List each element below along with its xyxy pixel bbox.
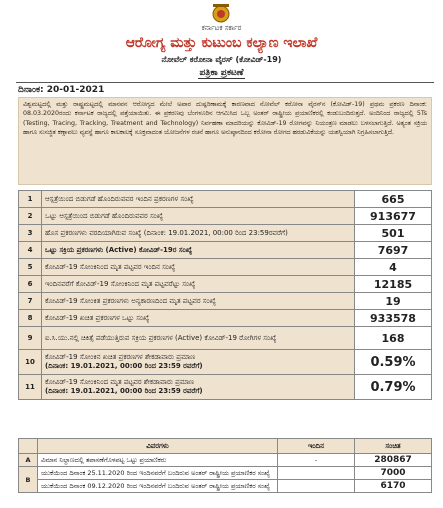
table-row: 10 ಕೋವಿಡ್-19 ಸೋಂಕಿನ ಖಚಿತ ಪ್ರಕರಣಗಳ ಶೇಕಡಾವಾರು ಪ್ರಮಾಣ (ದಿನಾಂಕ: 19.01.2021, 00:00 ರಿಂದ 23:59 ರವರೆಗೆ) 0.59% bbox=[19, 350, 432, 375]
table-row: B ಯುಕೆಯಿಂದ ದಿನಾಂಕ 25.11.2020 ರಿಂದ ಇಂದಿನವರೆಗೆ ಬಂದಿರುವ ಅಂತರ್ ರಾಷ್ಟ್ರೀಯ ಪ್ರಯಾಣಿಕರ ಸಂಖ್ಯೆ 7000 bbox=[19, 467, 432, 480]
table-row: 6 ಇಂದಿನವರೆಗೆ ಕೋವಿಡ್-19 ಸೋಂಕಿನಿಂದ ಮೃತ ಪಟ್ಟವರೆಟ್ಟು ಸಂಖ್ಯೆ 12185 bbox=[19, 276, 432, 293]
department-title: ಆರೋಗ್ಯ ಮತ್ತು ಕುಟುಂಬ ಕಲ್ಯಾಣ ಇಲಾಖೆ bbox=[125, 35, 318, 51]
stats-table bbox=[18, 190, 432, 400]
table-row: 8 ಕೋವಿಡ್-19 ಖಚಿತ ಪ್ರಕರಣಗಳ ಒಟ್ಟು ಸಂಖ್ಯೆ 933578 bbox=[19, 310, 432, 327]
table-row: 9 ಐ.ಸಿ.ಯು.ನಲ್ಲಿ ಚಿಕಿತ್ಸೆ ಪಡೆಯುತ್ತಿರುವ ಸಕ್ರಿಯ ಪ್ರಕರಣಗಳ (Active) ಕೋವಿಡ್-19 ರೋಗಿಗಳ ಸಂಖ್ಯೆ 168 bbox=[19, 327, 432, 350]
intro-paragraph: ವಿಶ್ವಮಟ್ಟದಲ್ಲಿ ಮತ್ತು ರಾಷ್ಟ್ರಮಟ್ಟದಲ್ಲಿ ಮಾನವನ ಆರೋಗ್ಯದ ಮೇಲೆ ಅಪಾರ ದುಷ್ಪರಿಣಾಮಕ್ಕೆ ಕಾರಣವಾದ ನೋವೆಲ್ ಕರೋನಾ ವೈರಸ್‌ನ (ಕೋವಿಡ್-19) ಪ್ರಥಮ ಪ್ರಕರಣ ದಿನಾಂಕ: 08.03.2020ರಂದು ಕರ್ನಾಟಕ ರಾಜ್ಯದಲ್ಲಿ ಪತ್ತೆಯಾಯಿತು. ಈ ಪ್ರಕರಣವು ಬೆಂಗಳೂರಿನ ಆಗಮಿಸಿದ ಒಬ್ಬ ಅಂತರ್ ರಾಷ್ಟ್ರೀಯ ಪ್ರಯಾಣಿಕರಲ್ಲಿ ಕಂಡುಬಂದಿರುತ್ತದೆ. ಅಂದಿನಿಂದ ರಾಜ್ಯದಲ್ಲಿ 5Ts (Testing, Tracing, Tracking, Treatment and Technology) ನಿರ್ವಹಣಾ ಮಾದರಿಯನ್ನು ಕೋವಿಡ್-19 ರೋಗವನ್ನು ನಿಯಂತ್ರಣ ಮಾಡಲು ಬಳಸಲಾಗುತ್ತಿದೆ. ಅತ್ಯಂತ ಸಕ್ರಿಯ ಹಾಗೂ ಸುಸಜ್ಜಿತ ಕಣ್ಗಾವಲು ವ್ಯವಸ್ಥೆ ಹಾಗೂ ಕಾಲಕಾಲಕ್ಕೆ ಸೂಕ್ತವಾದಂತ ಯೋಜನೆಗಳ ರಚನೆ ಹಾಗೂ ಅನುಷ್ಠಾನದಿಂದ ಕರೋನಾ ರೋಗದ ಹರಡುವಿಕೆಯನ್ನು ಯಶಸ್ವಿಯಾಗಿ ನಿಗ್ರಹಿಸಲಾಗುತ್ತಿದೆ. bbox=[18, 97, 432, 185]
table-row: 5 ಕೋವಿಡ್-19 ಸೋಂಕಿನಿಂದ ಮೃತ ಪಟ್ಟವರ ಇಂದಿನ ಸಂಖ್ಯೆ 4 bbox=[19, 259, 432, 276]
table-row: 4 ಒಟ್ಟು ಸಕ್ರಿಯ ಪ್ರಕರಣಗಳು (Active) ಕೋವಿಡ್-19ರ ಸಂಖ್ಯೆ 7697 bbox=[19, 242, 432, 259]
subtitle: ನೋವೆಲ್ ಕರೋನಾ ವೈರಸ್ (ಕೋವಿಡ್-19) bbox=[161, 55, 282, 64]
table-row: 2 ಒಟ್ಟು ಆಸ್ಪತ್ರೆಯಿಂದ ಬಿಡುಗಡೆ ಹೊಂದಿರುವವರ ಸಂಖ್ಯೆ 913677 bbox=[19, 208, 432, 225]
government-label: ಕರ್ನಾಟಕ ಸರ್ಕಾರ bbox=[201, 24, 242, 32]
table-row: 1 ಆಸ್ಪತ್ರೆಯಿಂದ ಬಿಡುಗಡೆ ಹೊಂದಿರುವವರ ಇಂದಿನ ಪ್ರಕರಣಗಳ ಸಂಖ್ಯೆ 665 bbox=[19, 191, 432, 208]
table-row: 7 ಕೋವಿಡ್-19 ಸೋಂಕಿತ ಪ್ರಕರಣಗಳು ಅನ್ಯಕಾರಣದಿಂದ ಮೃತ ಪಟ್ಟವರ ಸಂಖ್ಯೆ 19 bbox=[19, 293, 432, 310]
table-row: ಯುಕೆಯಿಂದ ದಿನಾಂಕ 09.12.2020 ರಿಂದ ಇಂದಿನವರೆಗೆ ಬಂದಿರುವ ಅಂತರ್ ರಾಷ್ಟ್ರೀಯ ಪ್ರಯಾಣಿಕರ ಸಂಖ್ಯೆ 6170 bbox=[19, 480, 432, 493]
travel-table bbox=[18, 438, 432, 493]
table-row: 11 ಕೋವಿಡ್-19 ಸೋಂಕಿನಿಂದ ಮೃತ ಪಟ್ಟವರ ಶೇಕಡಾವಾರು ಪ್ರಮಾಣ (ದಿನಾಂಕ: 19.01.2021, 00:00 ರಿಂದ 23:59 ರವರೆಗೆ) 0.79% bbox=[19, 375, 432, 400]
divider bbox=[16, 82, 434, 83]
karnataka-emblem-icon bbox=[207, 2, 235, 24]
table-row: A ವಿಮಾನ ನಿಲ್ದಾಣದಲ್ಲಿ ತಪಾಸಣೆಗೊಳಪಟ್ಟ ಒಟ್ಟು ಪ್ರಯಾಣಿಕರು - 280867 bbox=[19, 454, 432, 467]
press-release-label: ಪತ್ರಿಕಾ ಪ್ರಕಟಣೆ bbox=[199, 68, 244, 78]
table-header: ವಿವರಗಳು ಇಂದಿನ ಸಂಚಿತ bbox=[19, 439, 432, 454]
table-row: 3 ಹೊಸ ಪ್ರಕರಣಗಳು ವರದಿಯಾಗಿರುವ ಸಂಖ್ಯೆ (ದಿನಾಂಕ: 19.01.2021, 00:00 ರಿಂದ 23:59ರವರೆಗೆ) 501 bbox=[19, 225, 432, 242]
release-date: ದಿನಾಂಕ: 20-01-2021 bbox=[18, 85, 105, 95]
